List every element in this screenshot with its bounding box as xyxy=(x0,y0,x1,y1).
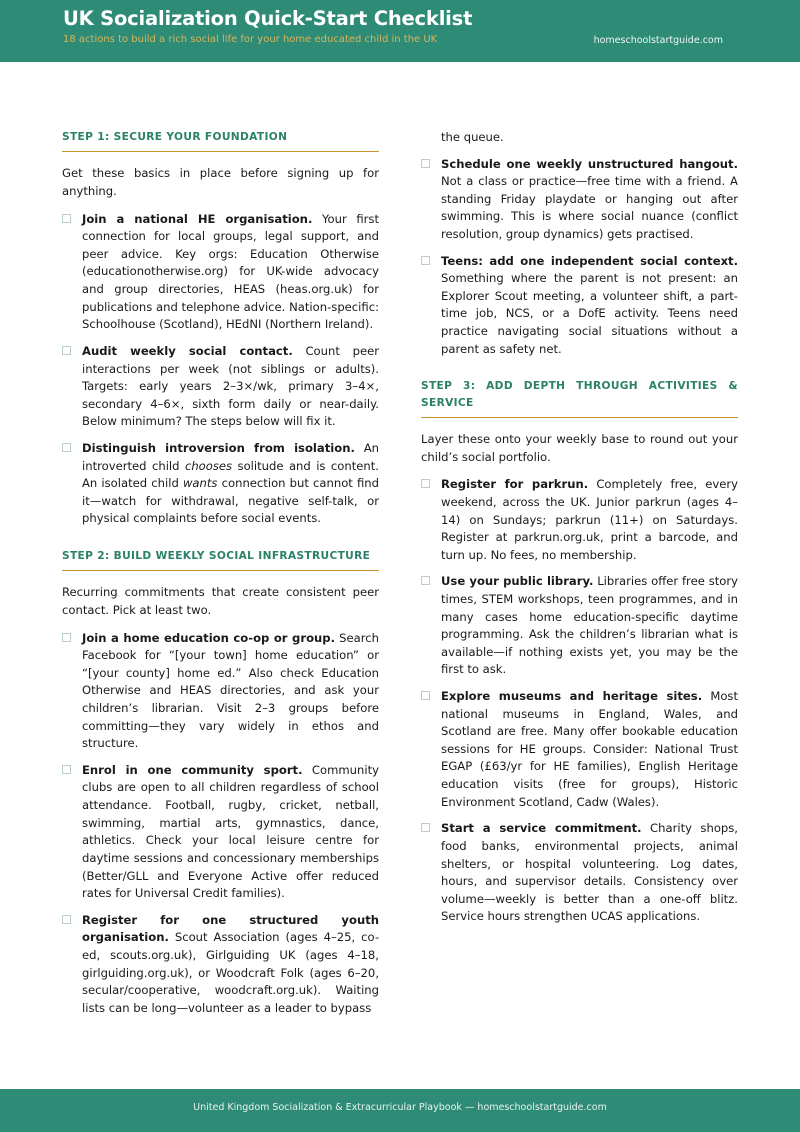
checklist-item-body: Something where the parent is not present: an Explorer Scout meeting, a volunteer shift, a part-time job, NCS, or a DofE activity. Teens need practice navigating social situations without a parent as safety net. xyxy=(441,271,738,356)
checkbox-icon[interactable] xyxy=(421,691,430,700)
checklist-item-title: Audit weekly social contact. xyxy=(82,343,293,358)
checklist-item-body: Completely free, every weekend, across the UK. Junior parkrun (ages 4–14) on Sundays; parkrun (11+) on Saturdays. Register at parkrun.org.uk, print a barcode, and turn up. No fees, no membership. xyxy=(441,477,738,562)
checklist-item-title: Start a service commitment. xyxy=(441,821,642,836)
checklist-item-title: Use your public library. xyxy=(441,574,594,589)
checklist-item-body: Scout Association (ages 4–25, co-ed, scouts.org.uk), Girlguiding UK (ages 4–18, girlguiding.org.uk), or Woodcraft Folk (ages 6–20, secular/cooperative, woodcraft.org.uk). Waiting lists can be long—volunteer as a leader to bypass xyxy=(82,930,379,1015)
checklist-item[interactable] xyxy=(62,762,379,903)
checkbox-icon[interactable] xyxy=(62,633,71,642)
checkbox-icon[interactable] xyxy=(421,159,430,168)
page-title: UK Socialization Quick-Start Checklist xyxy=(63,7,473,30)
checklist-item[interactable] xyxy=(421,820,738,926)
left-column xyxy=(62,129,379,1089)
checklist-item[interactable] xyxy=(421,573,738,679)
checklist-item[interactable] xyxy=(62,912,379,1018)
section-spacer xyxy=(421,367,738,378)
page-body xyxy=(0,62,800,1089)
checklist-item[interactable] xyxy=(421,253,738,359)
footer-text: United Kingdom Socialization & Extracurricular Playbook — homeschoolstartguide.com xyxy=(193,1102,607,1113)
checklist-item[interactable] xyxy=(62,630,379,753)
checklist-item-body-part1: An introverted child xyxy=(82,440,380,473)
checkbox-icon[interactable] xyxy=(62,915,71,924)
header-inner xyxy=(63,0,776,62)
checklist-item-body: Most national museums in England, Wales, and Scotland are free. Many offer bookable education sessions for HE groups. Consider: National Trust EGAP (£63/yr for HE families), English Heritage education visits (free for groups), Historic Environment Scotland, Cadw (Wales). xyxy=(441,689,738,809)
checklist-item[interactable] xyxy=(421,156,738,244)
checklist-item-title: Register for one structured youth organisation. xyxy=(82,912,379,945)
checklist-item-title: Explore museums and heritage sites. xyxy=(441,689,703,704)
checklist-item-body: Community clubs are open to all children regardless of school attendance. Football, rugby, cricket, netball, swimming, martial arts, gymnastics, dance, athletics. Check your local leisure centre for daytime sessions and concessionary memberships (Better/GLL and Everyone Active offer reduced rates for Universal Credit families). xyxy=(82,762,379,901)
column-continuation-text: the queue. xyxy=(441,130,504,144)
page-footer xyxy=(0,1089,800,1132)
checklist-item-body-part2: solitude and is content. An isolated child xyxy=(82,458,379,491)
checklist-item-title: Register for parkrun. xyxy=(441,477,589,492)
checklist-item-title: Schedule one weekly unstructured hangout. xyxy=(441,156,738,171)
section-heading-step3-line2: SERVICE xyxy=(421,396,474,409)
checkbox-icon[interactable] xyxy=(421,823,430,832)
checklist-item[interactable] xyxy=(421,688,738,811)
checkbox-icon[interactable] xyxy=(421,576,430,585)
checklist-item-body: Not a class or practice—free time with a friend. A standing Friday playdate or hanging out after swimming. This is where social nuance (conflict resolution, group dynamics) gets practised. xyxy=(441,174,738,242)
step1-intro: Get these basics in place before signing up for anything. xyxy=(62,166,379,199)
checklist-item-body: Count peer interactions per week (not siblings or adults). Targets: early years 2–3×/wk, primary 3–4×, secondary 4–6×, sixth form daily or near-daily. Below minimum? The steps below will fix it. xyxy=(82,343,379,429)
page-header xyxy=(0,0,800,62)
page-subtitle: 18 actions to build a rich social life for your home educated child in the UK xyxy=(63,34,438,45)
step2-intro: Recurring commitments that create consistent peer contact. Pick at least two. xyxy=(62,585,379,617)
header-site-url: homeschoolstartguide.com xyxy=(593,35,723,46)
section-heading-step3-line1: STEP 3: ADD DEPTH THROUGH ACTIVITIES & xyxy=(421,380,738,393)
checklist-item-title: Teens: add one independent social context. xyxy=(441,253,738,268)
section-rule-step1 xyxy=(62,151,379,152)
checklist-item-body-part3: connection but cannot find it—watch for withdrawal, negative self-talk, or physical complaints before social events. xyxy=(82,476,380,526)
checklist-item-emphasis-wants: wants xyxy=(182,476,218,491)
checklist-item-title: Distinguish introversion from isolation. xyxy=(82,440,355,455)
checkbox-icon[interactable] xyxy=(62,214,71,223)
section-rule-step3 xyxy=(421,417,738,418)
checkbox-icon[interactable] xyxy=(62,346,71,355)
two-column-layout xyxy=(62,129,739,1089)
checklist-item-body: Search Facebook for “[your town] home education” or “[your county] home ed.” Also check Education Otherwise and HEAS directories, and ask your children’s librarian. Visit 2–3 groups before committing—they vary widely in ethos and structure. xyxy=(82,630,380,751)
checkbox-icon[interactable] xyxy=(62,443,71,452)
checklist-item[interactable] xyxy=(421,476,738,564)
checklist-item[interactable] xyxy=(62,440,379,528)
checkbox-icon[interactable] xyxy=(421,479,430,488)
checkbox-icon[interactable] xyxy=(62,765,71,774)
right-column xyxy=(421,129,738,1089)
section-heading-step2: STEP 2: BUILD WEEKLY SOCIAL INFRASTRUCTURE xyxy=(62,549,371,562)
checklist-item-body: Charity shops, food banks, environmental projects, animal shelters, or hospital volunteering. Log dates, hours, and supervisor details. Consistency over volume—weekly is better than a one-off blitz. Service hours strengthen UCAS applications. xyxy=(441,821,738,924)
checklist-item[interactable] xyxy=(62,211,379,334)
checklist-item-body: Libraries offer free story times, STEM workshops, teen programmes, and in many cases home education-specific daytime programming. Ask the children’s librarian what is available—if nothing exists yet, you may be the first to ask. xyxy=(441,574,738,677)
checkbox-icon[interactable] xyxy=(421,256,430,265)
section-heading-step1: STEP 1: SECURE YOUR FOUNDATION xyxy=(62,131,288,143)
section-rule-step2 xyxy=(62,570,379,571)
checklist-item-title: Join a home education co-op or group. xyxy=(82,630,335,645)
section-spacer xyxy=(62,537,379,548)
checklist-item-emphasis-chooses: chooses xyxy=(184,458,233,473)
checklist-item[interactable] xyxy=(62,343,379,431)
section-heading-step3 xyxy=(421,378,738,411)
checklist-item-body: Your first connection for local groups, legal support, and peer advice. Key orgs: Education Otherwise (educationotherwise.org) for UK-wide advocacy and group directories, HEAS (heas.org.uk) for publications and telephone advice. Nation-specific: Schoolhouse (Scotland), HEdNI (Northern Ireland). xyxy=(82,211,380,332)
checklist-item-title: Enrol in one community sport. xyxy=(82,762,303,777)
step3-intro: Layer these onto your weekly base to round out your child’s social portfolio. xyxy=(421,432,738,464)
checklist-item-title: Join a national HE organisation. xyxy=(82,211,313,226)
